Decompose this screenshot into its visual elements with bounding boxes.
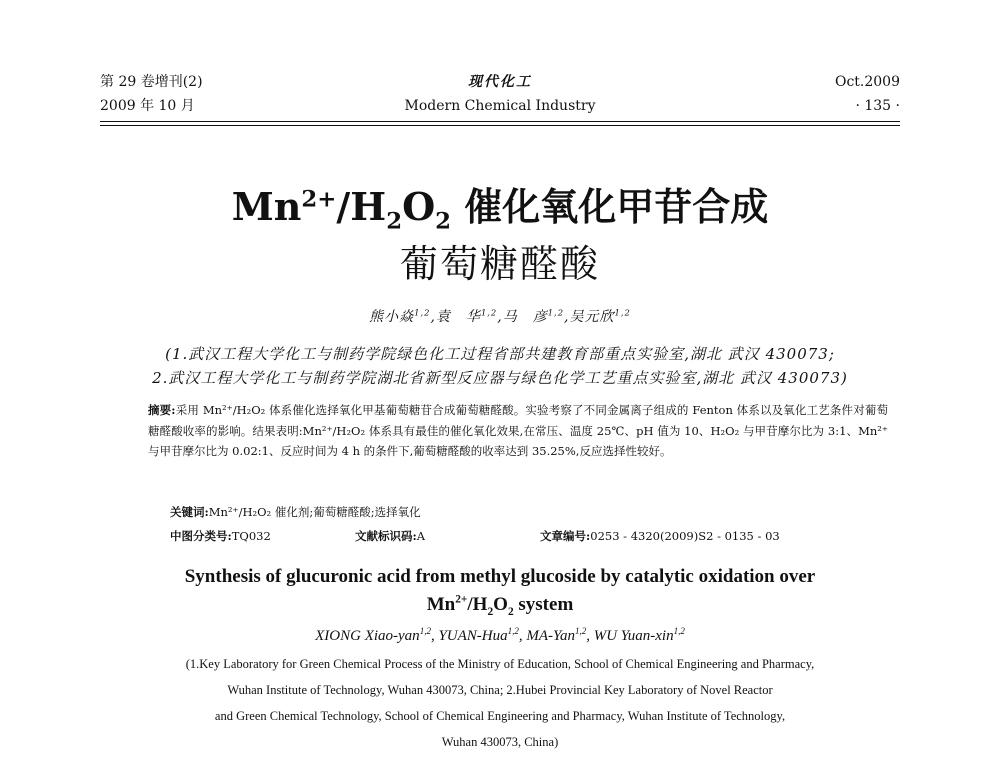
- paper-title-cn-line2: 葡萄糖醛酸: [399, 242, 600, 286]
- paper-title-en-line2: $Mn^{2+}/H_2O_2$ system: [426, 593, 574, 618]
- journal-name-en: Modern Chemical Industry: [404, 98, 596, 114]
- keywords-label: 关键词:: [170, 505, 209, 519]
- keywords-text: Mn²⁺/H₂O₂ 催化剂;葡萄糖醛酸;选择氧化: [208, 505, 421, 519]
- affiliation-en-line4: Wuhan 430073, China): [441, 735, 559, 749]
- paper-title-en-line1: Synthesis of glucuronic acid from methyl glucoside by catalytic oxidation over: [184, 566, 816, 587]
- volume-info: 第 29 卷增刊(2): [100, 74, 203, 90]
- authors-en: XIONG Xiao-yan$^{1,2}$, YUAN-Hua$^{1,2}$, MA-Yan$^{1,2}$, WU Yuan-xin$^{1,2}$: [315, 626, 685, 644]
- header-right: [835, 70, 900, 118]
- paper-title-cn-line1: $Mn^{2+}/H_2O_2$ 催化氧化甲苷合成: [231, 184, 769, 235]
- journal-name-cn: 现代化工: [468, 74, 532, 90]
- affiliation-en-line3: and Green Chemical Technology, School of Chemical Engineering and Pharmacy, Wuhan Institute of Technology,: [214, 709, 786, 723]
- document-code: 文献标识码:A: [355, 529, 426, 543]
- article-number: 文章编号:0253 - 4320(2009)S2 - 0135 - 03: [540, 529, 780, 543]
- affiliation-en-line2: Wuhan Institute of Technology, Wuhan 430073, China; 2.Hubei Provincial Key Laboratory of Novel Reactor: [227, 683, 773, 697]
- affiliation-cn-line2: 2.武汉工程大学化工与制药学院湖北省新型反应器与绿色化学工艺重点实验室,湖北 武汉 430073): [152, 369, 848, 387]
- keywords-cn: [170, 503, 421, 521]
- header-rule-thick: [100, 121, 900, 122]
- abstract-label: 摘要:: [148, 403, 176, 417]
- issue-date-en: Oct.2009: [834, 74, 900, 90]
- abstract-cn: [148, 400, 888, 462]
- issue-date-cn: 2009 年 10 月: [100, 98, 195, 114]
- abstract-text: 采用 Mn²⁺/H₂O₂ 体系催化选择氧化甲基葡萄糖苷合成葡萄糖醛酸。实验考察了不同金属离子组成的 Fenton 体系以及氧化工艺条件对葡萄糖醛酸收率的影响。结果表明:Mn²⁺/H₂O₂ 体系具有最佳的催化氧化效果,在常压、温度 25℃、pH 值为 10、H₂O₂ 与甲苷摩尔比为 3:1、Mn²⁺ 与甲苷摩尔比为 0.02:1、反应时间为 4 h 的条件下,葡萄糖醛酸的收率达到 35.25%,反应选择性较好。: [148, 403, 889, 458]
- page-number: · 135 ·: [855, 98, 900, 114]
- affiliation-en-line1: (1.Key Laboratory for Green Chemical Process of the Ministry of Education, School of Chemical Engineering and Pharmacy,: [185, 657, 815, 671]
- affiliation-cn-line1: (1.武汉工程大学化工与制药学院绿色化工过程省部共建教育部重点实验室,湖北 武汉 430073;: [165, 345, 835, 363]
- clc-number: 中图分类号:TQ032: [170, 529, 271, 543]
- header-rule-thin: [100, 125, 900, 126]
- authors-cn: 熊小焱$^{1,2}$,袁 华$^{1,2}$,马 彦$^{1,2}$,吴元欣$^{1,2}$: [369, 307, 631, 325]
